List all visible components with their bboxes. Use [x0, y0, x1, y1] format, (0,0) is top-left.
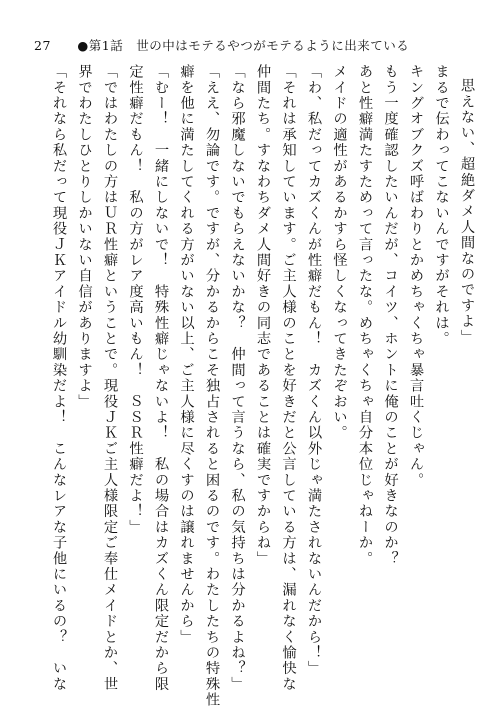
text-column: キングオブクズ呼ばわりとかめちゃくちゃ暴言吐くじゃん。 — [408, 64, 424, 488]
text-column: まるで伝わってこないんですがそれは。 — [433, 64, 450, 347]
text-column: 「なら邪魔しないでもらえないかな？ 仲間って言うなら、私の気持ちは分かるよね？」 — [229, 64, 246, 692]
page-number: 27 — [34, 38, 51, 53]
text-column: 「ではわたしの方はＵＲ性癖ということで。現役ＪＫご主人様限定ご奉仕メイドとか、世 — [102, 64, 118, 692]
text-column: 界でわたしひとりしかいない自信がありますよ」 — [76, 64, 93, 410]
text-column: 「ええ、勿論です。ですが、分かるからこそ独占されると困るのです。わたしたちの特殊性 — [204, 64, 220, 708]
text-column: 癖を他に満たしてくれる方がいない以上、ご主人様に尽くすのは譲れませんから」 — [178, 64, 195, 645]
text-column: 「わ、私だってカズくんが性癖だもん！ カズくん以外じゃ満たされないんだから！」 — [306, 64, 322, 677]
text-column: 仲間たち。すなわちダメ人間好きの同志であることは確実ですからね」 — [255, 64, 271, 567]
text-column: 「それなら私だって現役ＪＫアイドル幼馴染だよ！ こんなレアな子他にいるの？ いな — [51, 64, 67, 692]
text-column: あと性癖満たすためって言ったな。めちゃくちゃ自分本位じゃねーか。 — [357, 64, 373, 567]
chapter-title: ●第1話 世の中はモテるやつがモテるように出来ている — [77, 38, 410, 53]
text-column: メイドの適性があるかすら怪しくなってきたぞおい。 — [331, 64, 348, 441]
vertical-body-text — [40, 64, 475, 708]
text-column: 「それは承知しています。ご主人様のことを好きだと公言している方は、漏れなく愉快な — [280, 64, 297, 692]
text-column: もう一度確認したいんだが、コイツ、ホントに俺のことが好きなのか？ — [382, 64, 399, 567]
text-column: 思えない、超絶ダメ人間なのですよ」 — [459, 78, 475, 345]
text-column: 「むー！ 一緒にしないで！ 特殊性癖じゃないよ！ 私の場合はカズくん限定だから限 — [153, 64, 169, 692]
text-column: 定性癖だもん！ 私の方がレア度高いもん！ ＳＳＲ性癖だよ！」 — [127, 64, 144, 535]
running-header — [34, 36, 409, 54]
